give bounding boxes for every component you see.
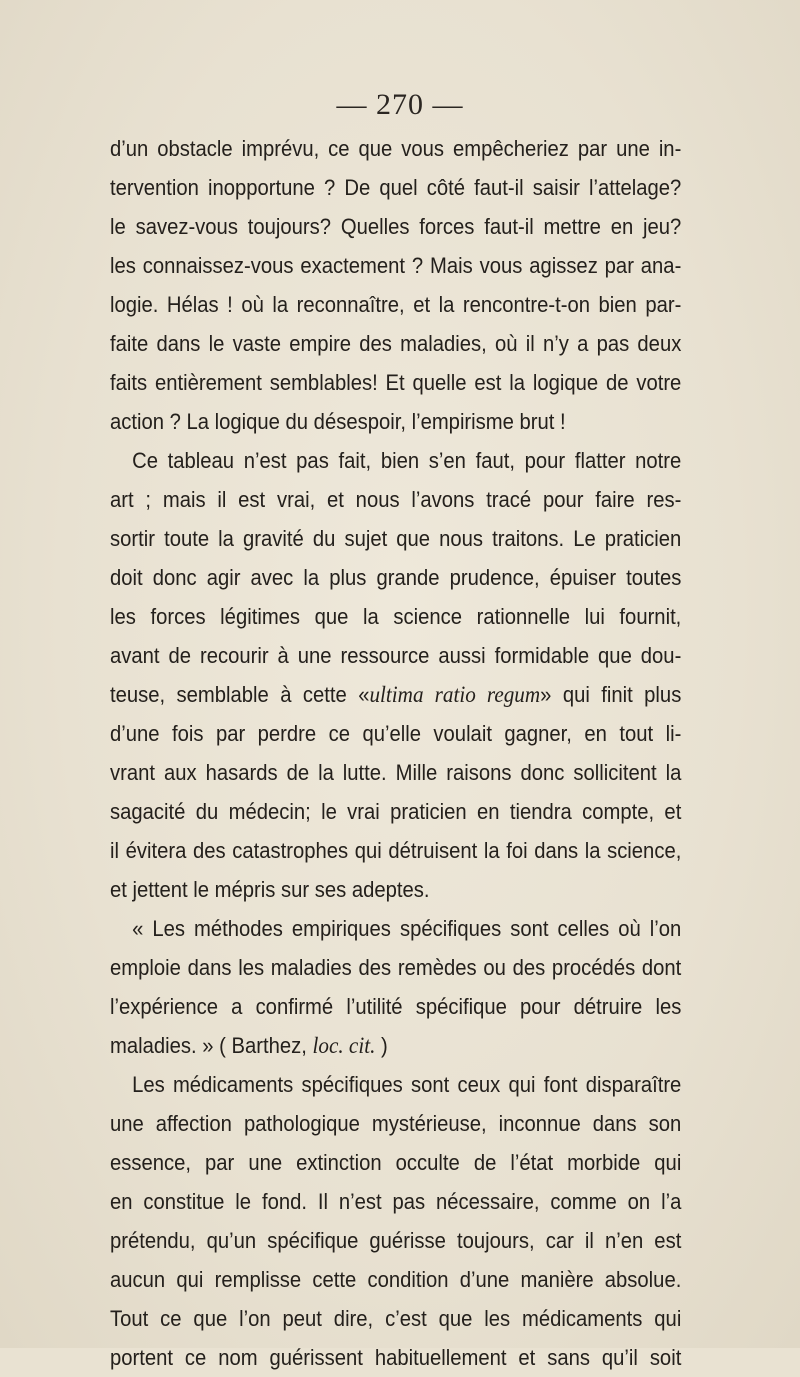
paragraph-start-line: Ce tableau n’est pas fait, bien s’en faut, pour flatter notre bbox=[132, 448, 682, 473]
text-line: prétendu, qu’un spécifique guérisse toujours, car il n’en est bbox=[110, 1228, 682, 1253]
text-line: l’expérience a confirmé l’utilité spécifique pour détruire les bbox=[110, 994, 682, 1019]
text-line: aucun qui remplisse cette condition d’une manière absolue. bbox=[110, 1267, 682, 1292]
text-line: les connaissez-vous exactement ? Mais vous agissez par ana- bbox=[110, 253, 682, 278]
page-number: — 270 — bbox=[336, 88, 464, 121]
text-line: sortir toute la gravité du sujet que nous traitons. Le praticien bbox=[110, 526, 682, 551]
text-line: logie. Hélas ! où la reconnaître, et la rencontre-t-on bien par- bbox=[110, 292, 682, 317]
text-line: faite dans le vaste empire des maladies, où il n’y a pas deux bbox=[110, 331, 682, 356]
text-line: tervention inopportune ? De quel côté faut-il saisir l’attelage? bbox=[110, 175, 682, 200]
text-line: portent ce nom guérissent habituellement et sans qu’il soit bbox=[110, 1345, 682, 1370]
paragraph-start-line: Les médicaments spécifiques sont ceux qui font disparaître bbox=[132, 1072, 682, 1097]
text-line: vrant aux hasards de la lutte. Mille raisons donc sollicitent la bbox=[110, 760, 682, 785]
italic-latin-phrase: ultima ratio regum bbox=[369, 682, 541, 707]
text-line: action ? La logique du désespoir, l’empirisme brut ! bbox=[110, 409, 566, 434]
text-line: et jettent le mépris sur ses adeptes. bbox=[110, 877, 430, 902]
text-segment: ) bbox=[375, 1033, 388, 1058]
text-line: les forces légitimes que la science rationnelle lui fournit, bbox=[110, 604, 682, 629]
text-line: d’un obstacle imprévu, ce que vous empêcheriez par une in- bbox=[110, 136, 682, 161]
text-line: une affection pathologique mystérieuse, inconnue dans son bbox=[110, 1111, 682, 1136]
text-segment: teuse, semblable à cette « bbox=[110, 682, 370, 707]
text-line: doit donc agir avec la plus grande prudence, épuiser toutes bbox=[110, 565, 682, 590]
text-line-with-citation bbox=[110, 1026, 681, 1065]
text-line: il évitera des catastrophes qui détruisent la foi dans la science, bbox=[110, 838, 682, 863]
text-line: art ; mais il est vrai, et nous l’avons tracé pour faire res- bbox=[110, 487, 682, 512]
text-line: emploie dans les maladies des remèdes ou des procédés dont bbox=[110, 955, 682, 980]
paragraph-start-line: « Les méthodes empiriques spécifiques sont celles où l’on bbox=[132, 916, 682, 941]
text-line: en constitue le fond. Il n’est pas nécessaire, comme on l’a bbox=[110, 1189, 682, 1214]
text-line: avant de recourir à une ressource aussi formidable que dou- bbox=[110, 643, 682, 668]
text-line: faits entièrement semblables! Et quelle est la logique de votre bbox=[110, 370, 682, 395]
text-line-with-italic bbox=[110, 675, 681, 714]
text-line: sagacité du médecin; le vrai praticien en tiendra compte, et bbox=[110, 799, 682, 824]
body-text bbox=[110, 129, 682, 1377]
text-line: Tout ce que l’on peut dire, c’est que les médicaments qui bbox=[110, 1306, 682, 1331]
text-segment: maladies. » ( Barthez, bbox=[110, 1033, 313, 1058]
text-segment: » qui finit plus bbox=[540, 682, 682, 707]
text-line: d’une fois par perdre ce qu’elle voulait gagner, en tout li- bbox=[110, 721, 682, 746]
italic-citation: loc. cit. bbox=[312, 1033, 376, 1058]
text-line: essence, par une extinction occulte de l’état morbide qui bbox=[110, 1150, 682, 1175]
text-line: le savez-vous toujours? Quelles forces faut-il mettre en jeu? bbox=[110, 214, 682, 239]
